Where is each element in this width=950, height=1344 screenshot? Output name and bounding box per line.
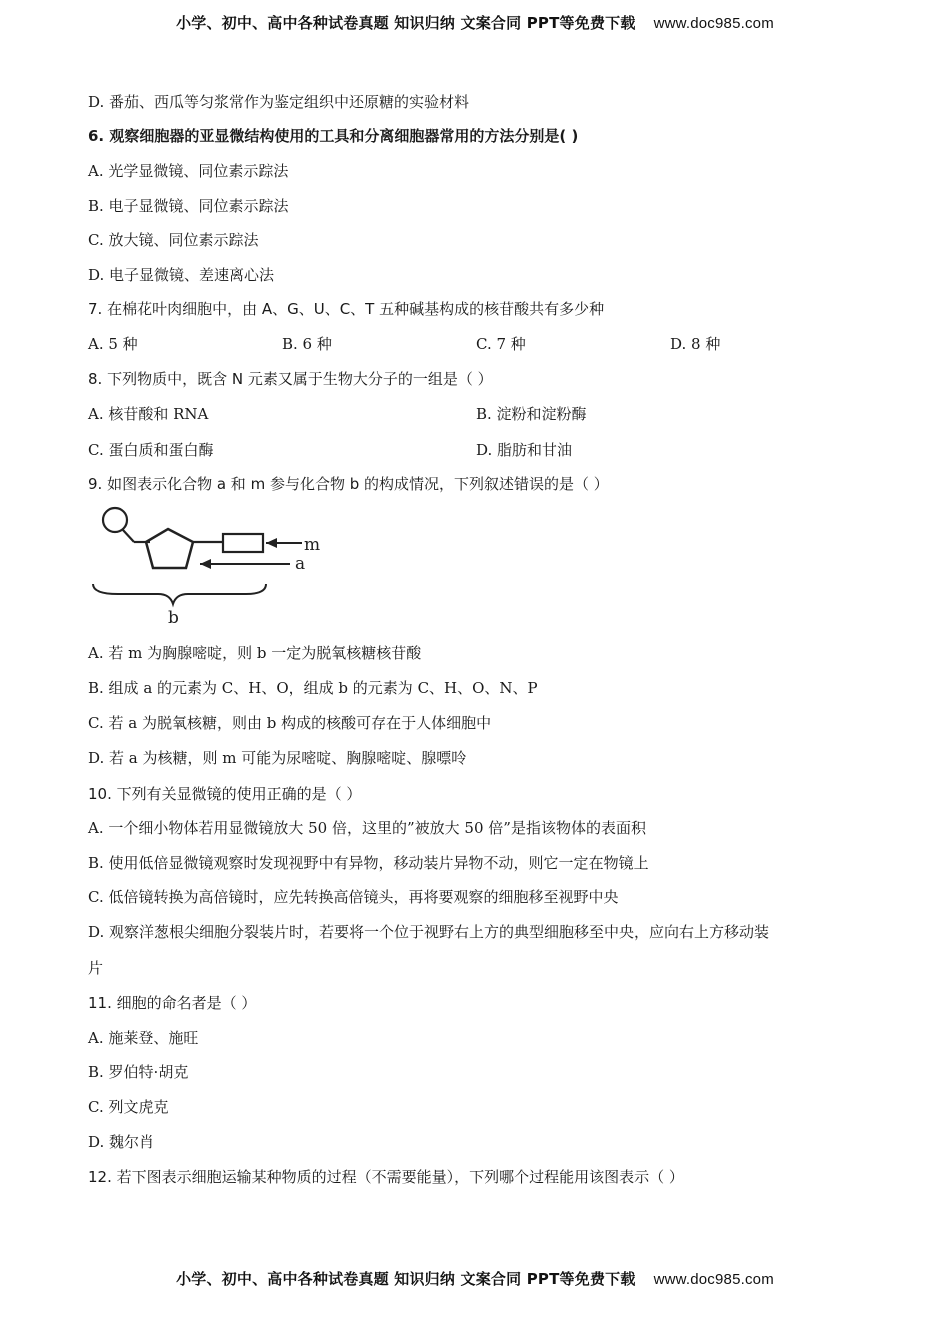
label-b: b	[168, 608, 179, 627]
footer-title: 小学、初中、高中各种试卷真题 知识归纳 文案合同 PPT等免费下载	[176, 1270, 636, 1288]
q8-option-b: B. 淀粉和淀粉酶	[476, 405, 587, 423]
footer-url[interactable]: www.doc985.com	[653, 1271, 774, 1288]
q8-option-c: C. 蛋白质和蛋白酶	[88, 441, 214, 459]
q10-option-d: D. 观察洋葱根尖细胞分裂装片时，若要将一个位于视野右上方的典型细胞移至中央，应向右上方移动装	[88, 923, 770, 941]
question-9: 9. 如图表示化合物 a 和 m 参与化合物 b 的构成情况，下列叙述错误的是（ ）	[88, 475, 609, 493]
footer-banner	[0, 1268, 950, 1289]
q8-option-d: D. 脂肪和甘油	[476, 441, 573, 459]
base-box	[223, 534, 263, 552]
question-11: 11. 细胞的命名者是（ ）	[88, 994, 257, 1012]
q9-option-d: D. 若 a 为核糖，则 m 可能为尿嘧啶、胸腺嘧啶、腺嘌呤	[88, 749, 467, 767]
question-7: 7. 在棉花叶肉细胞中，由 A、G、U、C、T 五种碱基构成的核苷酸共有多少种	[88, 300, 605, 318]
label-m: m	[304, 535, 321, 555]
header-title: 小学、初中、高中各种试卷真题 知识归纳 文案合同 PPT等免费下载	[176, 14, 636, 32]
option-d-previous: D. 番茄、西瓜等匀浆常作为鉴定组织中还原糖的实验材料	[88, 93, 470, 111]
q8-option-a: A. 核苷酸和 RNA	[88, 405, 209, 423]
q11-option-d: D. 魏尔肖	[88, 1133, 155, 1151]
question-8: 8. 下列物质中，既含 N 元素又属于生物大分子的一组是（ ）	[88, 370, 493, 388]
q9-option-b: B. 组成 a 的元素为 C、H、O，组成 b 的元素为 C、H、O、N、P	[88, 679, 538, 697]
q6-option-d: D. 电子显微镜、差速离心法	[88, 266, 275, 284]
q11-option-b: B. 罗伯特·胡克	[88, 1063, 189, 1081]
q9-option-c: C. 若 a 为脱氧核糖，则由 b 构成的核酸可存在于人体细胞中	[88, 714, 492, 732]
q6-option-c: C. 放大镜、同位素示踪法	[88, 231, 259, 249]
question-10: 10. 下列有关显微镜的使用正确的是（ ）	[88, 785, 362, 803]
label-a: a	[295, 554, 306, 574]
q10-option-c: C. 低倍镜转换为高倍镜时，应先转换高倍镜头，再将要观察的细胞移至视野中央	[88, 888, 619, 906]
pentose-ring	[146, 529, 193, 568]
q10-option-d-cont: 片	[88, 959, 104, 977]
nucleotide-diagram	[88, 502, 338, 627]
q7-option-d: D. 8 种	[670, 335, 721, 353]
question-12: 12. 若下图表示细胞运输某种物质的过程（不需要能量），下列哪个过程能用该图表示（ ）	[88, 1168, 684, 1186]
phosphate-link	[123, 530, 134, 542]
q10-option-a: A. 一个细小物体若用显微镜放大 50 倍，这里的”被放大 50 倍”是指该物体的表面积	[88, 819, 646, 837]
arrow-a-head	[200, 559, 211, 569]
header-banner	[0, 12, 950, 33]
question-6: 6. 观察细胞器的亚显微结构使用的工具和分离细胞器常用的方法分别是( )	[88, 127, 579, 145]
phosphate-circle	[103, 508, 127, 532]
q10-option-b: B. 使用低倍显微镜观察时发现视野中有异物，移动装片异物不动，则它一定在物镜上	[88, 854, 649, 872]
arrow-m-head	[266, 538, 277, 548]
q11-option-a: A. 施莱登、施旺	[88, 1029, 199, 1047]
header-url[interactable]: www.doc985.com	[653, 15, 774, 32]
q7-option-a: A. 5 种	[88, 335, 138, 353]
q6-option-a: A. 光学显微镜、同位素示踪法	[88, 162, 289, 180]
brace-b	[93, 584, 266, 604]
q11-option-c: C. 列文虎克	[88, 1098, 169, 1116]
q9-option-a: A. 若 m 为胸腺嘧啶，则 b 一定为脱氧核糖核苷酸	[88, 644, 422, 662]
q6-option-b: B. 电子显微镜、同位素示踪法	[88, 197, 289, 215]
q7-option-b: B. 6 种	[282, 335, 332, 353]
q7-option-c: C. 7 种	[476, 335, 526, 353]
